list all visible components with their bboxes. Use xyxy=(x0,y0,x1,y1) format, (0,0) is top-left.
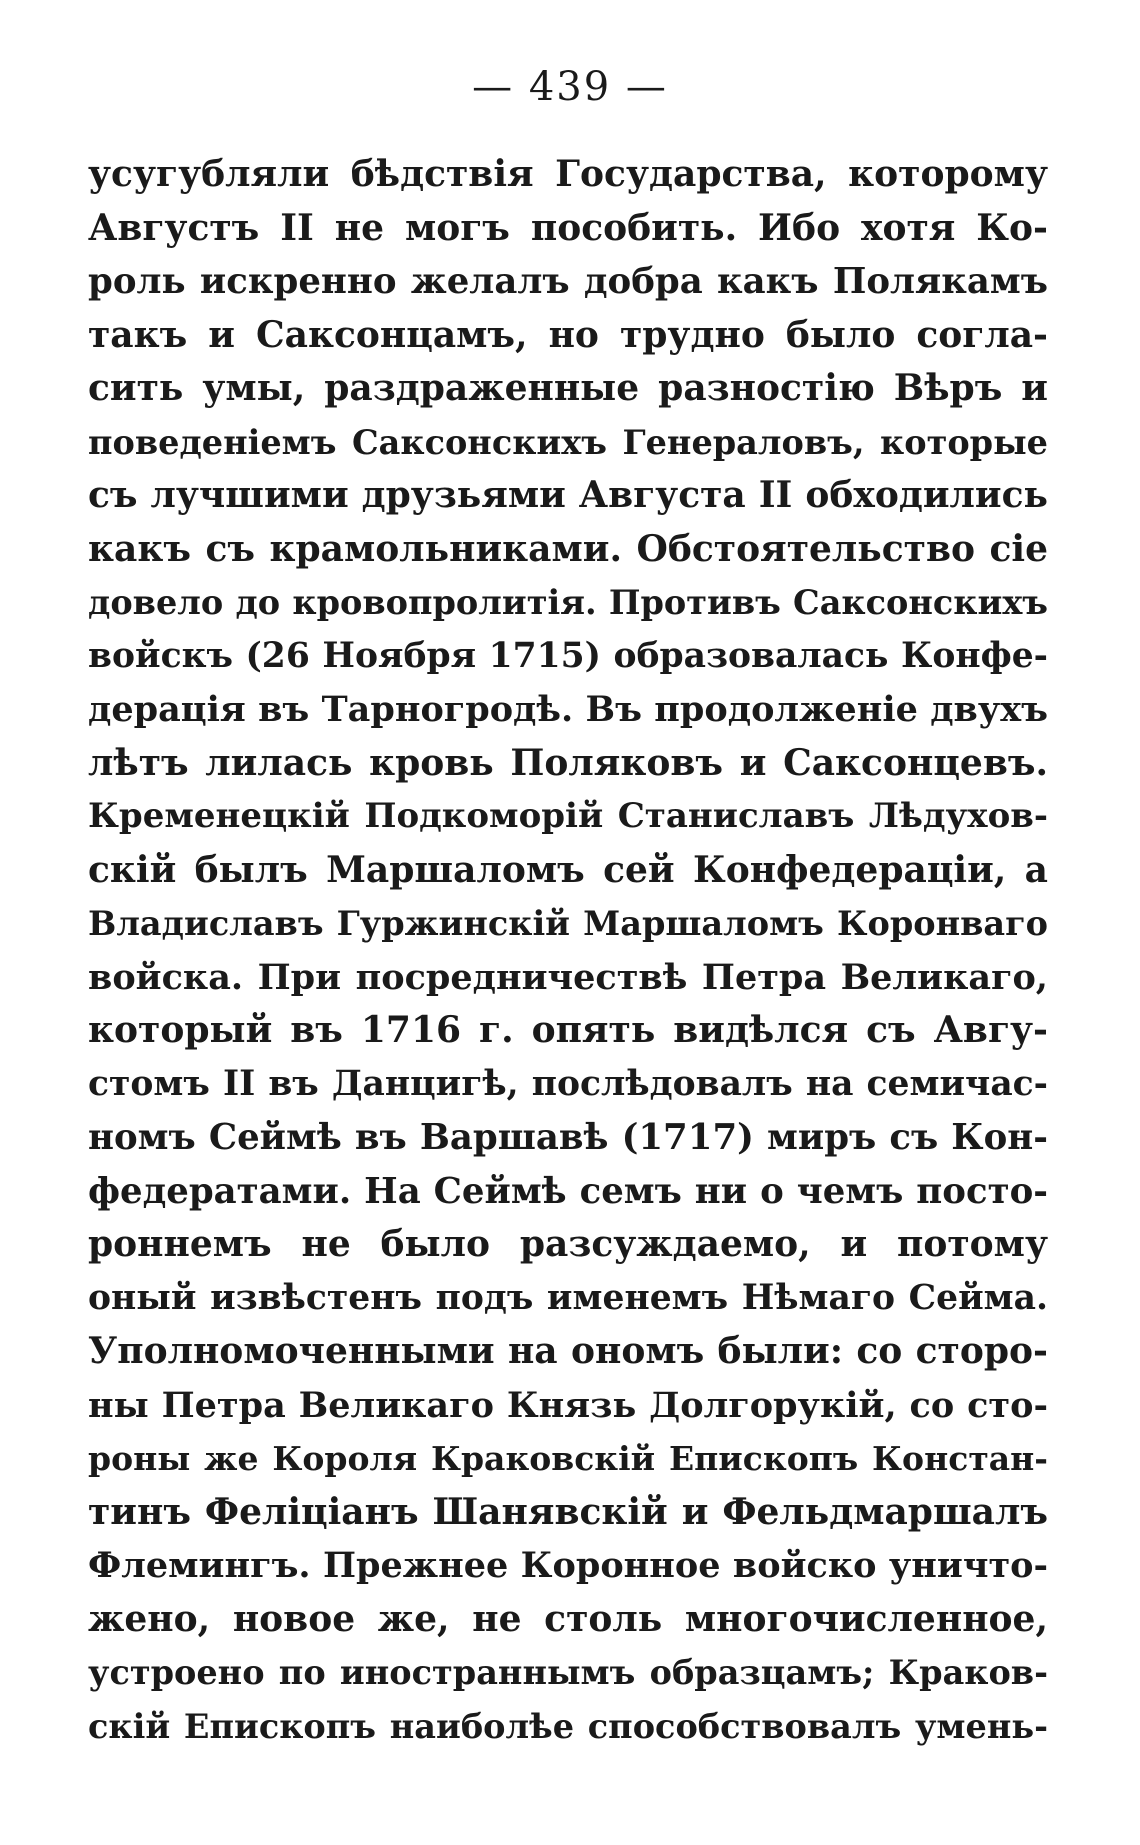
text-line: оный извѣстенъ подъ именемъ Нѣмаго Сейма. xyxy=(88,1277,1048,1318)
text-line: сить умы, раздраженные разностію Вѣръ и xyxy=(88,367,1048,409)
text-line: роны же Короля Краковскій Епископъ Констан- xyxy=(88,1439,1048,1478)
text-line: съ лучшими друзьями Августа II обходились xyxy=(88,474,1048,516)
text-line: Флемингъ. Прежнее Коронное войско уничто- xyxy=(88,1545,1048,1586)
text-line: Владиславъ Гуржинскій Маршаломъ Коронваго xyxy=(88,904,1048,943)
text-line: устроено по иностраннымъ образцамъ; Краков- xyxy=(88,1653,1048,1692)
text-line: жено, новое же, не столь многочисленное, xyxy=(88,1597,1048,1640)
text-line: дерація въ Тарногродѣ. Въ продолженіе двухъ xyxy=(88,689,1048,730)
text-line: федератами. На Сеймѣ семъ ни о чемъ посто- xyxy=(88,1170,1048,1212)
text-line: какъ съ крамольниками. Обстоятельство сіе xyxy=(88,527,1048,570)
page-number: — 439 — xyxy=(472,64,668,110)
text-line: войскъ (26 Ноября 1715) образовалась Конфе- xyxy=(88,635,1048,676)
text-line: ны Петра Великаго Князь Долгорукій, со сто- xyxy=(88,1384,1048,1426)
text-line: скій былъ Маршаломъ сей Конфедераціи, а xyxy=(88,848,1048,891)
text-line: поведеніемъ Саксонскихъ Генераловъ, которые xyxy=(88,422,1048,462)
text-line: тинъ Феліціанъ Шанявскій и Фельдмаршалъ xyxy=(88,1490,1048,1533)
text-line: лѣтъ лилась кровь Поляковъ и Саксонцевъ. xyxy=(88,741,1048,784)
text-line: роннемъ не было разсуждаемо, и потому xyxy=(88,1223,1048,1265)
text-line: такъ и Саксонцамъ, но трудно было согла- xyxy=(88,313,1048,356)
text-line: довело до кровопролитія. Противъ Саксонскихъ xyxy=(88,583,1048,622)
text-line: Августъ II не могъ пособить. Ибо хотя Ко- xyxy=(88,206,1048,249)
text-line: стомъ II въ Данцигѣ, послѣдовалъ на семичас- xyxy=(88,1063,1048,1104)
text-line: Уполномоченными на ономъ были: со сторо- xyxy=(88,1330,1048,1372)
text-line: Кременецкій Подкоморій Станиславъ Лѣдухов- xyxy=(88,796,1048,836)
text-line: номъ Сеймѣ въ Варшавѣ (1717) миръ съ Кон- xyxy=(88,1117,1048,1158)
text-line: скій Епископъ наиболѣе способствовалъ умень- xyxy=(88,1706,1048,1746)
text-line: усугубляли бѣдствія Государства, которому xyxy=(88,153,1048,195)
text-line: войска. При посредничествѣ Петра Великаго, xyxy=(88,956,1048,998)
text-body xyxy=(88,148,1048,1753)
text-line: роль искренно желалъ добра какъ Полякамъ xyxy=(88,261,1048,302)
text-line: который въ 1716 г. опять видѣлся съ Авгу- xyxy=(88,1009,1048,1051)
